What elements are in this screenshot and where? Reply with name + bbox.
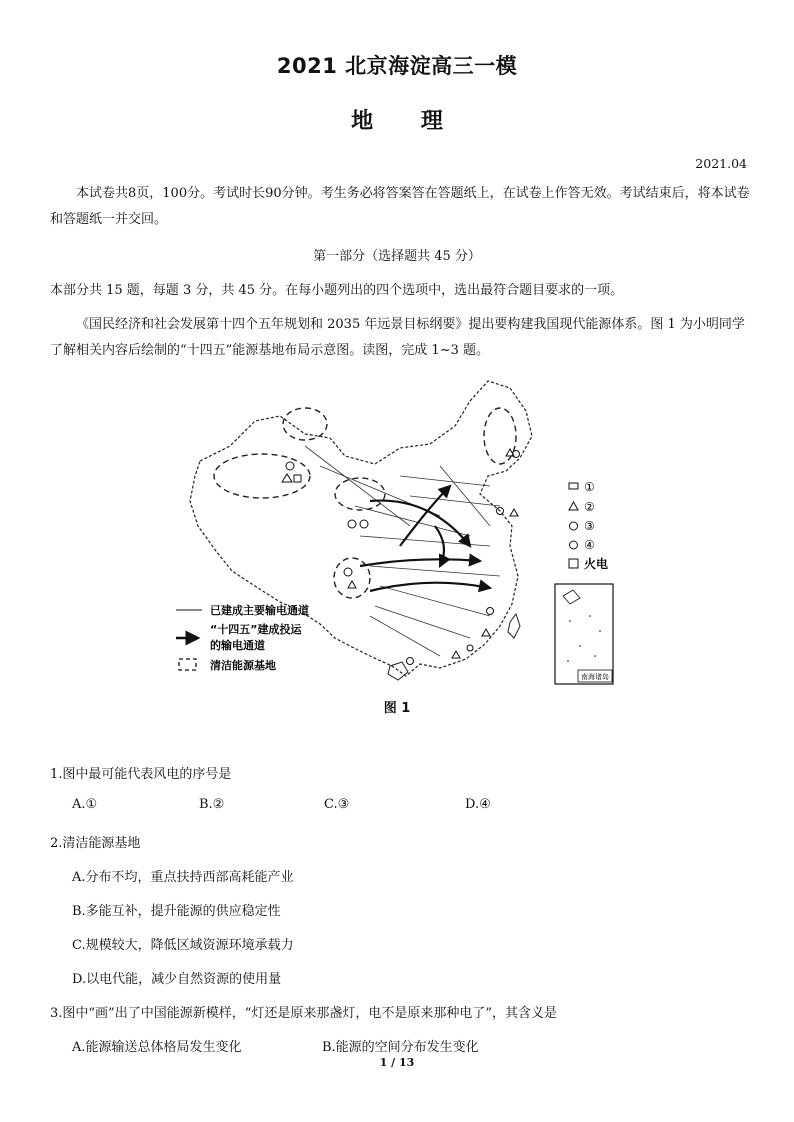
exam-date: 2021.04 [695,156,747,171]
question-1-option-c: C.③ [324,797,350,812]
legend-item-4: ④ [584,538,595,552]
legend-item-3: ③ [584,519,595,533]
legend-clean-bases: 清洁能源基地 [210,659,276,672]
question-group-stem: 《国民经济和社会发展第十四个五年规划和 2035 年远景目标纲要》提出要构建我国现代能源体系。图 1 为小明同学了解相关内容后绘制的“十四五”能源基地布局示意图。读图，完成 1~3 题。 [50,317,745,358]
inset-label: 南海诸岛 [581,673,609,681]
exam-instructions: 本试卷共8页，100分。考试时长90分钟。考生务必将答案答在答题纸上，在试卷上作答无效。考试结束后，将本试卷和答题纸一并交回。 [50,186,750,227]
built-transmission-lines [305,446,500,656]
legend-item-2: ② [584,500,595,514]
south-china-sea-inset [555,584,613,684]
legend-built-lines: 已建成主要输电通道 [210,604,309,617]
figure-caption: 图 1 [383,701,411,716]
question-1-stem: 1.图中最可能代表风电的序号是 [50,767,232,782]
legend-item-thermal: 火电 [584,557,609,571]
exam-title: 2021 北京海淀高三一模 [276,54,518,78]
page-number: 1 / 13 [379,1056,415,1069]
legend-item-1: ① [584,480,595,494]
energy-base-map [170,376,620,694]
clean-energy-base-zone [283,408,327,440]
question-3-option-b: B.能源的空间分布发生变化 [322,1040,479,1055]
section-description: 本部分共 15 题，每题 3 分，共 45 分。在每小题列出的四个选项中，选出最符合题目要求的一项。 [50,283,624,298]
question-2-option-b: B.多能互补，提升能源的供应稳定性 [72,904,281,919]
legend-planned-line2: 的输电通道 [210,639,265,652]
planned-transmission-lines [360,486,490,591]
question-2-option-d: D.以电代能，减少自然资源的使用量 [72,972,282,987]
question-2-option-a: A.分布不均，重点扶持西部高耗能产业 [72,870,294,885]
question-1-option-d: D.④ [465,797,491,812]
hainan-island [388,662,408,680]
legend-right [569,480,608,571]
legend-left [176,603,309,672]
question-1-option-a: A.① [72,797,98,812]
question-3-stem: 3.图中“画”出了中国能源新模样，“灯还是原来那盏灯，电不是原来那种电了”，其含义是 [50,1006,557,1021]
question-1-option-b: B.② [199,797,225,812]
clean-energy-base-zone [214,454,310,498]
section-title: 第一部分（选择题共 45 分） [313,249,481,264]
taiwan-island [508,614,520,638]
question-2-stem: 2.清洁能源基地 [50,836,141,851]
question-3-option-a: A.能源输送总体格局发生变化 [72,1040,242,1055]
clean-energy-base-zone [334,558,370,598]
energy-symbols [282,449,520,665]
legend-planned-line1: “十四五”建成投运 [210,623,302,636]
question-2-option-c: C.规模较大，降低区域资源环境承载力 [72,938,294,953]
subject-title: 地 理 [351,109,443,134]
